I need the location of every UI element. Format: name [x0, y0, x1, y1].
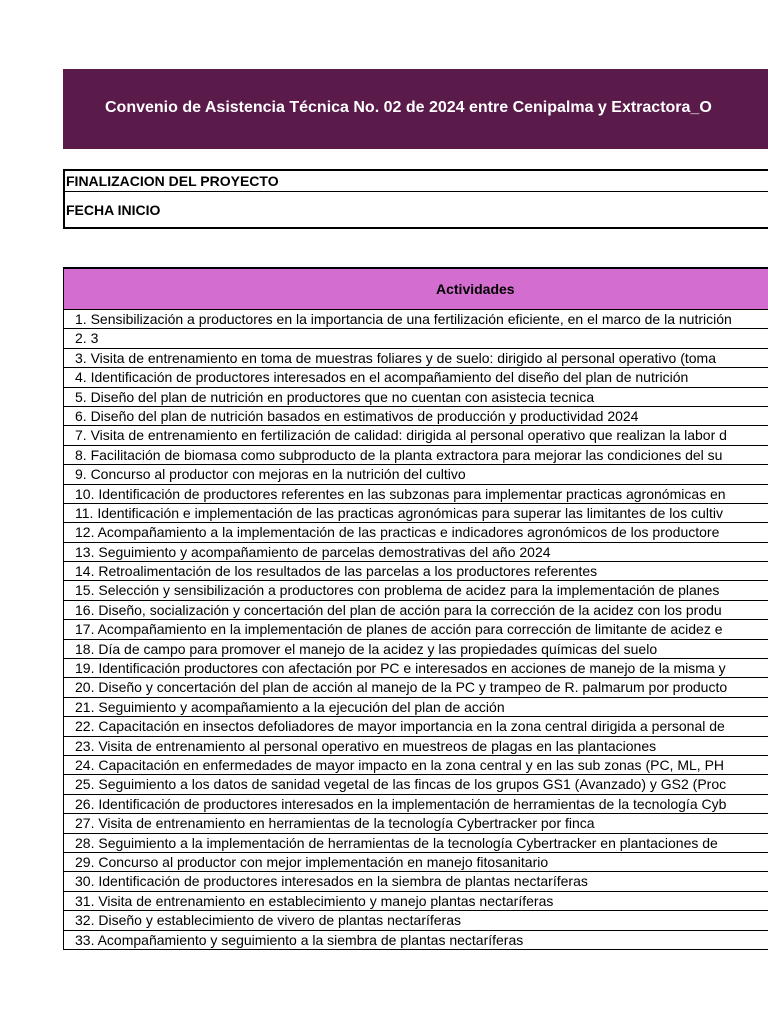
activity-row	[64, 911, 768, 930]
activity-row	[64, 853, 768, 872]
activity-row	[64, 407, 768, 426]
activity-text: 15. Selección y sensibilización a productores con problema de acidez para la implementación de planes	[75, 582, 720, 599]
activity-text: 5. Diseño del plan de nutrición en productores que no cuentan con asistecia tecnica	[75, 388, 595, 405]
activity-text: 24. Capacitación en enfermedades de mayor impacto en la zona central y en las sub zonas (PC, ML, PH	[75, 756, 725, 773]
activity-text: 4. Identificación de productores interesados en el acompañamiento del diseño del plan de nutrición	[75, 369, 689, 386]
activity-row	[64, 485, 768, 504]
activity-text: 31. Visita de entrenamiento en establecimiento y manejo plantas nectaríferas	[75, 892, 554, 909]
activity-row	[64, 329, 768, 348]
activity-row	[64, 426, 768, 445]
activity-text: 3. Visita de entrenamiento en toma de muestras foliares y de suelo: dirigido al personal operativo (toma	[75, 349, 716, 366]
activity-row	[64, 562, 768, 581]
activity-row	[64, 659, 768, 678]
activity-row	[64, 543, 768, 562]
activity-text: 21. Seguimiento y acompañamiento a la ejecución del plan de acción	[75, 698, 505, 715]
activity-row	[64, 775, 768, 794]
activity-text: 10. Identificación de productores referentes en las subzonas para implementar practicas agronómicas en	[75, 485, 726, 502]
project-end-label: FINALIZACION DEL PROYECTO	[66, 173, 279, 189]
activity-row	[64, 834, 768, 853]
activity-row	[64, 368, 768, 387]
activity-text: 16. Diseño, socialización y concertación del plan de acción para la corrección de la acidez con los produ	[75, 601, 722, 618]
activity-text: 8. Facilitación de biomasa como subproducto de la planta extractora para mejorar las condiciones del su	[75, 446, 723, 463]
activity-text: 9. Concurso al productor con mejoras en la nutrición del cultivo	[75, 466, 466, 483]
activity-text: 7. Visita de entrenamiento en fertilización de calidad: dirigida al personal operativo que realizan la labor d	[75, 427, 727, 444]
activity-row	[64, 737, 768, 756]
project-end-row	[65, 171, 768, 192]
activity-row	[64, 581, 768, 600]
activity-row	[64, 698, 768, 717]
activity-text: 12. Acompañamiento a la implementación de las practicas e indicadores agronómicos de los productore	[75, 524, 720, 541]
activity-text: 20. Diseño y concertación del plan de acción al manejo de la PC y trampeo de R. palmarum por producto	[75, 679, 728, 696]
activity-row	[64, 465, 768, 484]
activity-text: 14. Retroalimentación de los resultados de las parcelas a los productores referentes	[75, 563, 598, 580]
activity-row	[64, 388, 768, 407]
activity-row	[64, 640, 768, 659]
project-start-label: FECHA INICIO	[66, 202, 161, 218]
activity-text: 19. Identificación productores con afectación por PC e interesados en acciones de manejo de la misma y	[75, 660, 726, 677]
document-title-banner	[63, 69, 768, 149]
activity-text: 1. Sensibilización a productores en la importancia de una fertilización eficiente, en el marco de la nutrición	[75, 311, 732, 327]
activity-row	[64, 814, 768, 833]
activity-text: 29. Concurso al productor con mejor implementación en manejo fitosanitario	[75, 853, 549, 870]
activity-text: 22. Capacitación en insectos defoliadores de mayor importancia en la zona central dirigida a personal de	[75, 718, 725, 735]
project-start-row	[65, 192, 768, 228]
activity-row	[64, 795, 768, 814]
activity-text: 6. Diseño del plan de nutrición basados en estimativos de producción y productividad 2024	[75, 407, 639, 424]
activity-text: 25. Seguimiento a los datos de sanidad vegetal de las fincas de los grupos GS1 (Avanzado) y GS2 (Proc	[75, 776, 727, 793]
activity-row	[64, 310, 768, 329]
activity-text: 32. Diseño y establecimiento de vivero de plantas nectaríferas	[75, 912, 461, 929]
activity-row	[64, 446, 768, 465]
activity-text: 30. Identificación de productores interesados en la siembra de plantas nectaríferas	[75, 873, 588, 890]
activity-text: 13. Seguimiento y acompañamiento de parcelas demostrativas del año 2024	[75, 543, 551, 560]
activities-table	[63, 267, 768, 950]
activity-row	[64, 892, 768, 911]
activity-text: 33. Acompañamiento y seguimiento a la siembra de plantas nectaríferas	[75, 931, 524, 948]
activity-row	[64, 620, 768, 639]
document-title: Convenio de Asistencia Técnica No. 02 de 2024 entre Cenipalma y Extractora_O	[105, 99, 712, 116]
activity-row	[64, 523, 768, 542]
activity-text: 26. Identificación de productores interesados en la implementación de herramientas de la tecnología Cyb	[75, 795, 727, 812]
activities-header-label: Actividades	[436, 281, 515, 297]
activity-text: 23. Visita de entrenamiento al personal operativo en muestreos de plagas en las plantaciones	[75, 737, 657, 754]
activity-row	[64, 504, 768, 523]
activity-text: 27. Visita de entrenamiento en herramientas de la tecnología Cybertracker por finca	[75, 815, 595, 832]
activity-text: 11. Identificación e implementación de las practicas agronómicas para superar las limitantes de los cultiv	[75, 504, 723, 521]
activity-row	[64, 931, 768, 950]
activity-row	[64, 717, 768, 736]
activity-row	[64, 601, 768, 620]
activity-text: 18. Día de campo para promover el manejo de la acidez y las propiedades químicas del suelo	[75, 640, 658, 657]
activity-row	[64, 756, 768, 775]
activity-text: 2. 3	[75, 330, 99, 347]
activity-text: 17. Acompañamiento en la implementación de planes de acción para corrección de limitante de acidez e	[75, 621, 723, 638]
activities-header	[64, 269, 768, 310]
activity-row	[64, 678, 768, 697]
project-info-box	[63, 169, 768, 229]
activity-row	[64, 872, 768, 891]
activity-text: 28. Seguimiento a la implementación de herramientas de la tecnología Cybertracker en plantaciones de	[75, 834, 718, 851]
activity-row	[64, 349, 768, 368]
